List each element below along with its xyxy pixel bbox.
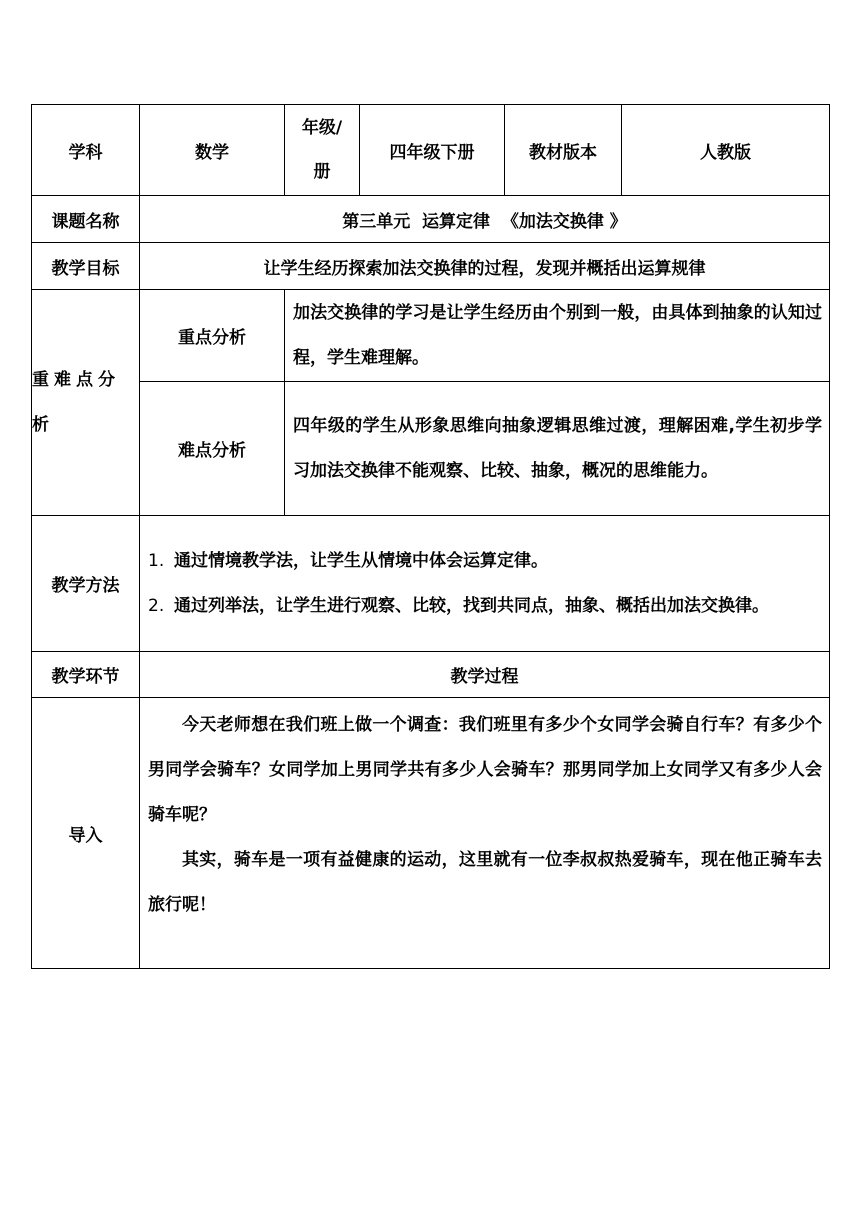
difficult-point-label: 难点分析 — [140, 382, 285, 516]
process-header-row — [32, 652, 830, 698]
grade-label-line2: 册 — [313, 162, 331, 182]
intro-cell — [140, 698, 830, 969]
methods-item-number: 1. — [148, 550, 165, 571]
key-point-row — [32, 290, 830, 382]
methods-item-number: 2. — [148, 595, 165, 616]
objective-row — [32, 243, 830, 290]
difficult-point-row — [32, 382, 830, 516]
key-point-label: 重点分析 — [140, 290, 285, 382]
process-label: 教学过程 — [140, 652, 830, 698]
methods-item-text: 通过情境教学法，让学生从情境中体会运算定律。 — [174, 550, 548, 571]
key-point-text: 加法交换律的学习是让学生经历由个别到一般，由具体到抽象的认知过程，学生难理解。 — [293, 302, 822, 368]
grade-label-line1: 年级/ — [301, 118, 343, 138]
edition-value: 人教版 — [622, 105, 830, 196]
edition-label: 教材版本 — [505, 105, 622, 196]
lesson-plan-table — [31, 104, 830, 969]
intro-row — [32, 698, 830, 969]
methods-list — [140, 539, 829, 629]
subject-label: 学科 — [32, 105, 140, 196]
objective-label: 教学目标 — [32, 243, 140, 290]
methods-item-text: 通过列举法，让学生进行观察、比较，找到共同点，抽象、概括出加法交换律。 — [174, 595, 769, 616]
stage-label: 教学环节 — [32, 652, 140, 698]
key-point-cell — [285, 290, 830, 382]
lesson-title-value: 第三单元 运算定律 《加法交换律 》 — [140, 196, 830, 243]
methods-cell — [140, 516, 830, 652]
intro-paragraph-2: 其实，骑车是一项有益健康的运动，这里就有一位李叔叔热爱骑车，现在他正骑车去旅行呢！ — [148, 850, 822, 915]
lesson-title-label: 课题名称 — [32, 196, 140, 243]
intro-label: 导入 — [32, 698, 140, 969]
objective-value: 让学生经历探索加法交换律的过程，发现并概括出运算规律 — [140, 243, 830, 290]
methods-item-2 — [148, 584, 822, 629]
difficult-point-cell — [285, 382, 830, 516]
grade-value: 四年级下册 — [360, 105, 505, 196]
header-row — [32, 105, 830, 196]
intro-paragraph-1: 今天老师想在我们班上做一个调查：我们班里有多少个女同学会骑自行车？有多少个男同学会骑车？女同学加上男同学共有多少人会骑车？那男同学加上女同学又有多少人会骑车呢？ — [148, 715, 822, 825]
lesson-title-row — [32, 196, 830, 243]
analysis-label: 重难点分析 — [32, 290, 140, 516]
difficult-point-text: 四年级的学生从形象思维向抽象逻辑思维过渡，理解困难,学生初步学习加法交换律不能观察、比较、抽象，概况的思维能力。 — [293, 415, 822, 481]
methods-label: 教学方法 — [32, 516, 140, 652]
grade-label — [285, 105, 360, 196]
methods-row — [32, 516, 830, 652]
subject-value: 数学 — [140, 105, 285, 196]
methods-item-1 — [148, 539, 822, 584]
intro-content — [140, 698, 829, 928]
